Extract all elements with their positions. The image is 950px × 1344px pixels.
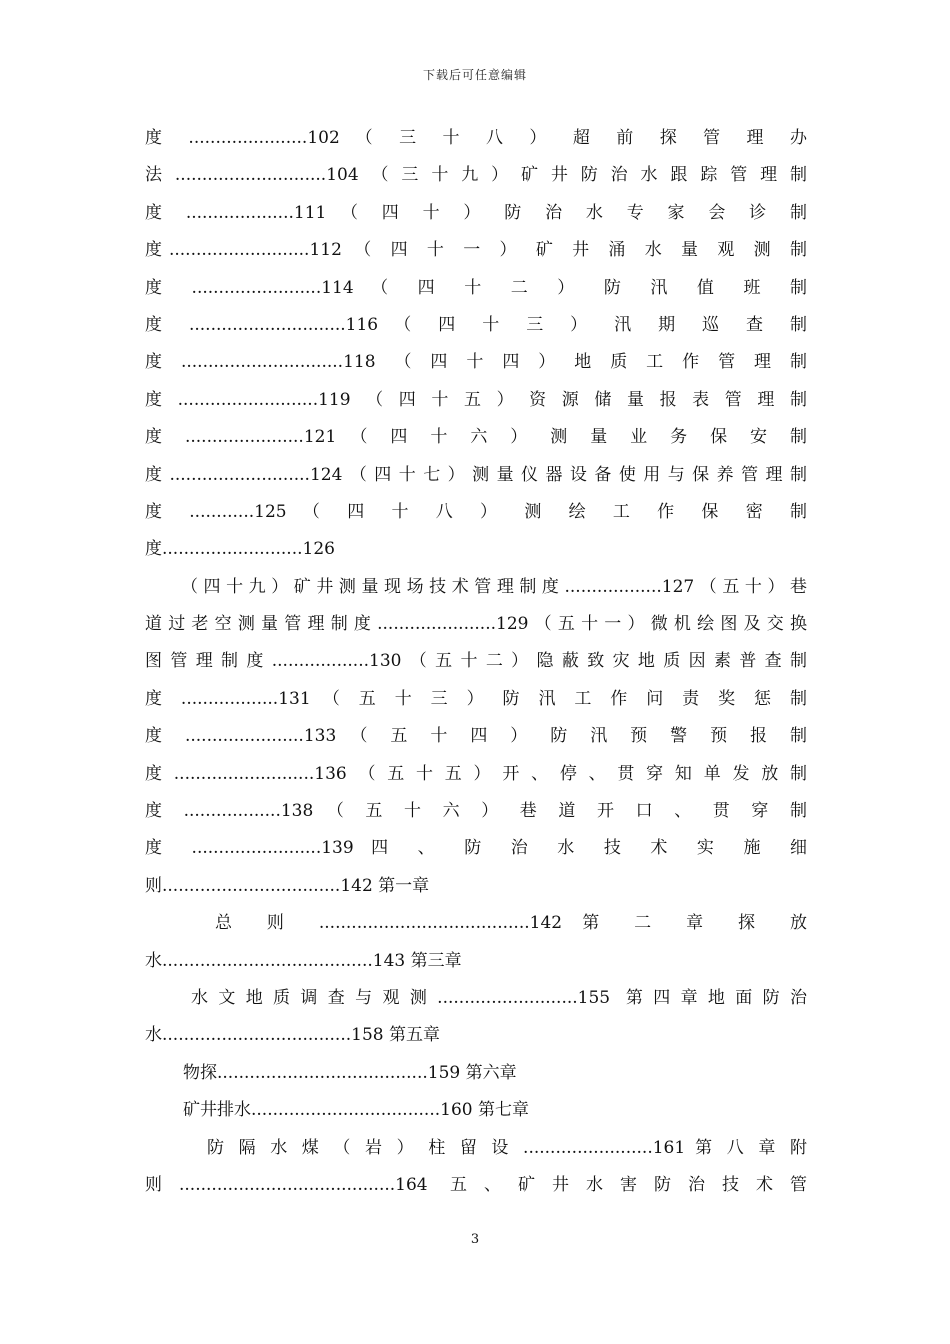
- toc-line: 则.................................142 第一章: [145, 875, 430, 896]
- toc-line: 度..............................118（四十四）地质工作管理制: [145, 352, 807, 373]
- toc-line: 水.......................................143 第三章: [145, 950, 462, 971]
- toc-line: 防 隔 水 煤 （ 岩 ） 柱 留 设 ........................161 第 八 章 附: [207, 1137, 807, 1158]
- toc-line: 度 ......................121 （ 四 十 六 ） 测 量 业 务 保 安 制: [145, 427, 807, 448]
- toc-line: 法............................104（三十九）矿井防治水跟踪管理制: [145, 165, 807, 186]
- toc-line: 水...................................158 第五章: [145, 1025, 440, 1046]
- toc-line: 水文地质调查与观测..........................155 第四章地面防治: [191, 987, 807, 1008]
- toc-line: 度 .............................116 （ 四 十 三 ） 汛 期 巡 查 制: [145, 314, 807, 335]
- toc-line: 物探.......................................159 第六章: [183, 1062, 517, 1083]
- toc-line: 度 ..................131 （ 五 十 三 ） 防 汛 工 作 问 责 奖 惩 制: [145, 688, 807, 709]
- page-number: 3: [470, 1232, 480, 1247]
- toc-line: 度..........................112 （ 四 十 一 ） 矿 井 涌 水 量 观 测 制: [145, 240, 807, 261]
- toc-line: 度..........................119（四十五）资源储量报表管理制: [145, 389, 807, 410]
- toc-line: 度 ........................114 （ 四 十 二 ） 防 汛 值 班 制: [145, 277, 807, 298]
- toc-line: 度 ....................111 （ 四 十 ） 防 治 水 专 家 会 诊 制: [145, 202, 807, 223]
- toc-line: 度..........................126: [145, 539, 335, 560]
- toc-line: 度 ............125 （ 四 十 八 ） 测 绘 工 作 保 密 制: [145, 501, 807, 522]
- toc-line: 度..........................124（四十七）测量仪器设备使用与保养管理制: [145, 464, 807, 485]
- toc-line: 矿井排水...................................160 第七章: [183, 1100, 529, 1121]
- toc-line: 度 ..................138 （ 五 十 六 ） 巷 道 开 口 、 贯 穿 制: [145, 801, 807, 822]
- toc-line: （四十九）矿井测量现场技术管理制度..................127（五十）巷: [181, 576, 807, 597]
- table-of-contents: [145, 120, 807, 1204]
- toc-line: 度 ........................139 四 、 防 治 水 技 术 实 施 细: [145, 838, 807, 859]
- page-header: 下载后可任意编辑: [422, 68, 527, 82]
- toc-line: 总 则 .......................................142 第 二 章 探 放: [215, 913, 807, 934]
- toc-line: 度 ......................102 （ 三 十 八 ） 超 前 探 管 理 办: [145, 128, 807, 148]
- toc-line: 则........................................164 五、矿井水害防治技术管: [145, 1174, 807, 1195]
- toc-line: 度..........................136（五十五）开、停、贯穿知单发放制: [145, 763, 807, 784]
- toc-line: 道过老空测量管理制度......................129（五十一）微机绘图及交换: [145, 614, 807, 635]
- toc-line: 图管理制度..................130（五十二）隐蔽致灾地质因素普查制: [145, 651, 807, 672]
- toc-line: 度 ......................133 （ 五 十 四 ） 防 汛 预 警 预 报 制: [145, 726, 807, 747]
